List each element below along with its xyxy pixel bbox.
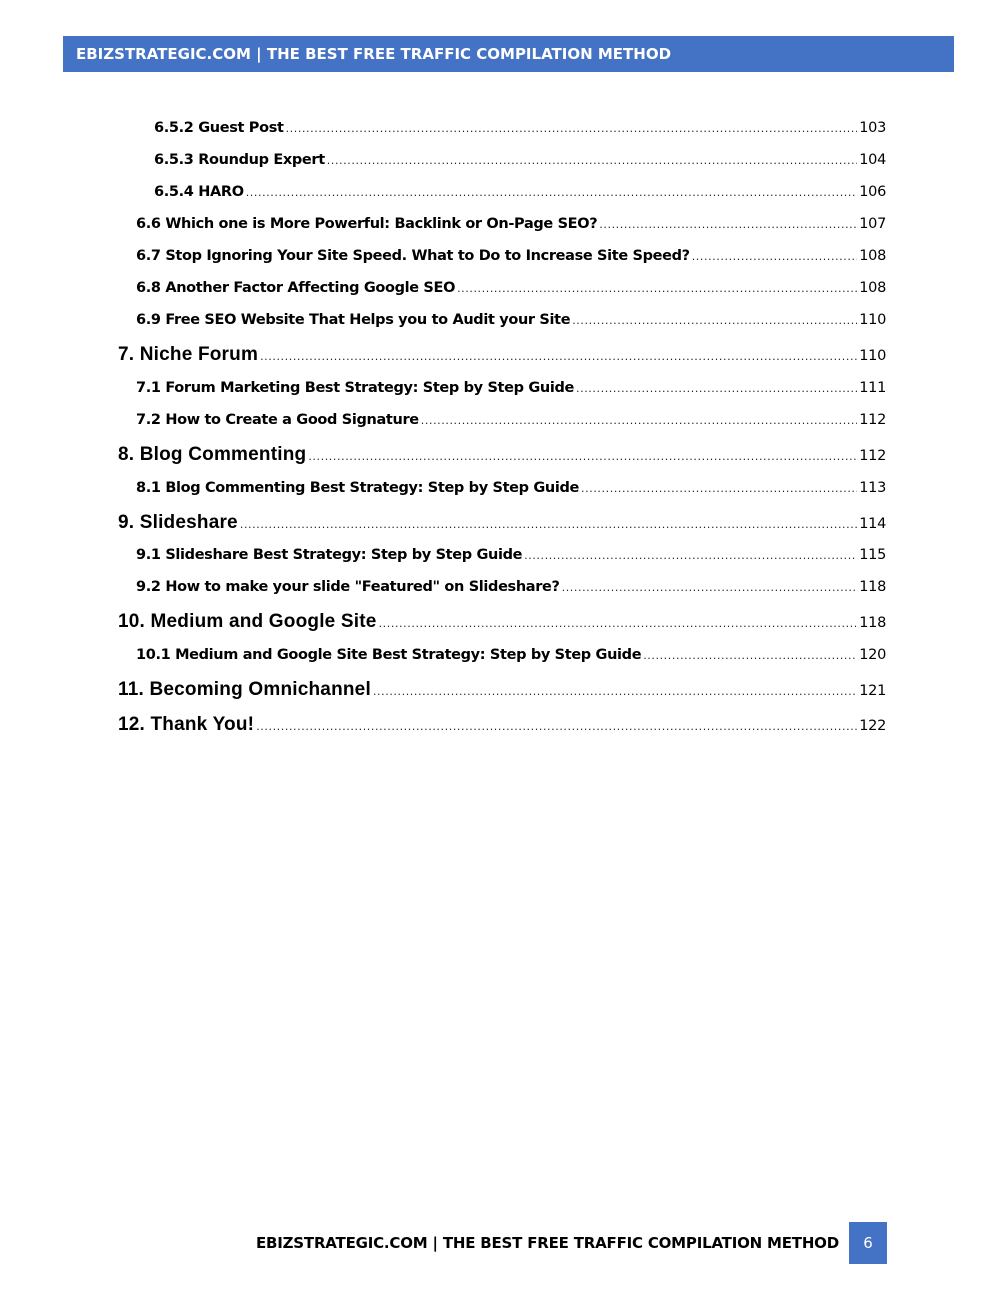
toc-entry[interactable] (136, 312, 886, 328)
toc-chapter-entry[interactable] (118, 714, 886, 736)
toc-dot-leader (599, 218, 857, 231)
running-header-title: EBIZSTRATEGIC.COM | THE BEST FREE TRAFFIC COMPILATION METHOD (76, 45, 672, 63)
toc-entry-page: 121 (859, 683, 886, 699)
toc-entry[interactable] (136, 216, 886, 232)
toc-dot-leader (256, 720, 857, 733)
page-number: 6 (863, 1234, 873, 1252)
toc-chapter-title: 11. Becoming Omnichannel (118, 679, 371, 700)
toc-dot-leader (373, 685, 857, 698)
toc-entry-page: 122 (859, 718, 886, 734)
toc-entry-page: 112 (859, 412, 886, 428)
running-footer (256, 1222, 887, 1264)
toc-entry-title: 7.2 How to Create a Good Signature (136, 412, 419, 428)
toc-entry[interactable] (136, 480, 886, 496)
toc-chapter-title: 8. Blog Commenting (118, 444, 307, 465)
toc-entry-page: 110 (859, 348, 886, 364)
toc-dot-leader (692, 250, 858, 263)
toc-chapter-title: 10. Medium and Google Site (118, 611, 377, 632)
toc-entry-page: 104 (859, 152, 886, 168)
toc-entry[interactable] (136, 547, 886, 563)
toc-entry-title: 8.1 Blog Commenting Best Strategy: Step by Step Guide (136, 480, 580, 496)
running-header (63, 36, 954, 72)
toc-dot-leader (260, 350, 857, 363)
page-number-badge (849, 1222, 887, 1264)
toc-dot-leader (581, 482, 857, 495)
toc-entry-page: 112 (859, 448, 886, 464)
toc-chapter-title: 12. Thank You! (118, 714, 255, 735)
toc-entry-page: 115 (859, 547, 886, 563)
toc-entry-page: 108 (859, 248, 886, 264)
toc-dot-leader (572, 314, 857, 327)
toc-entry-page: 111 (859, 380, 886, 396)
toc-dot-leader (576, 382, 857, 395)
toc-entry-page: 114 (859, 516, 886, 532)
toc-chapter-entry[interactable] (118, 344, 886, 366)
toc-chapter-title: 9. Slideshare (118, 512, 238, 533)
toc-dot-leader (562, 581, 858, 594)
toc-entry[interactable] (136, 280, 886, 296)
toc-entry-page: 120 (859, 647, 886, 663)
toc-entry-title: 9.1 Slideshare Best Strategy: Step by Step Guide (136, 547, 523, 563)
toc-dot-leader (457, 282, 857, 295)
toc-entry[interactable] (136, 380, 886, 396)
toc-entry-page: 103 (859, 120, 886, 136)
toc-chapter-entry[interactable] (118, 679, 886, 701)
toc-entry[interactable] (154, 152, 886, 168)
toc-entry-title: 6.6 Which one is More Powerful: Backlink or On-Page SEO? (136, 216, 598, 232)
toc-dot-leader (524, 549, 857, 562)
toc-dot-leader (421, 414, 857, 427)
toc-entry[interactable] (136, 248, 886, 264)
toc-entry-title: 6.5.4 HARO (154, 184, 244, 200)
toc-entry-title: 6.5.2 Guest Post (154, 120, 284, 136)
toc-chapter-entry[interactable] (118, 512, 886, 534)
toc-dot-leader (246, 186, 858, 199)
toc-entry-page: 110 (859, 312, 886, 328)
toc-entry-page: 108 (859, 280, 886, 296)
toc-entry-title: 6.8 Another Factor Affecting Google SEO (136, 280, 456, 296)
toc-entry-title: 6.9 Free SEO Website That Helps you to Audit your Site (136, 312, 571, 328)
toc-entry-title: 7.1 Forum Marketing Best Strategy: Step by Step Guide (136, 380, 575, 396)
toc-entry[interactable] (136, 412, 886, 428)
toc-dot-leader (643, 649, 857, 662)
toc-dot-leader (379, 617, 858, 630)
toc-entry-page: 107 (859, 216, 886, 232)
toc-entry[interactable] (154, 184, 886, 200)
toc-entry-title: 6.5.3 Roundup Expert (154, 152, 325, 168)
toc-entry-title: 6.7 Stop Ignoring Your Site Speed. What to Do to Increase Site Speed? (136, 248, 690, 264)
toc-dot-leader (327, 154, 857, 167)
toc-entry-page: 118 (859, 579, 886, 595)
toc-chapter-entry[interactable] (118, 444, 886, 466)
toc-entry[interactable] (136, 647, 886, 663)
toc-chapter-entry[interactable] (118, 611, 886, 633)
toc-dot-leader (286, 122, 858, 135)
toc-entry[interactable] (136, 579, 886, 595)
toc-entry-page: 106 (859, 184, 886, 200)
toc-entry-title: 9.2 How to make your slide "Featured" on Slideshare? (136, 579, 560, 595)
toc-dot-leader (308, 450, 857, 463)
toc-entry-title: 10.1 Medium and Google Site Best Strategy: Step by Step Guide (136, 647, 642, 663)
toc-entry[interactable] (154, 120, 886, 136)
toc-entry-page: 118 (859, 615, 886, 631)
toc-dot-leader (240, 518, 857, 531)
toc-entry-page: 113 (859, 480, 886, 496)
running-footer-title: EBIZSTRATEGIC.COM | THE BEST FREE TRAFFIC COMPILATION METHOD (255, 1234, 839, 1252)
toc-chapter-title: 7. Niche Forum (118, 344, 259, 365)
